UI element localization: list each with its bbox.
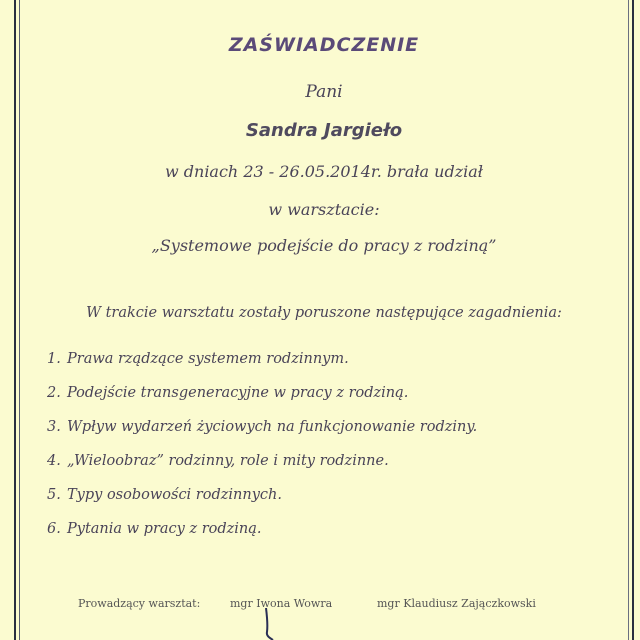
salutation: Pani [305,82,343,102]
topics-heading: W trakcie warsztatu zostały poruszone następujące zagadnienia: [86,305,562,321]
item-text: Typy osobowości rodzinnych. [67,487,282,503]
list-item [47,348,477,382]
page-border-right-inner [628,0,629,640]
item-number: 4. [47,453,61,469]
item-number: 5. [47,487,61,503]
list-item [47,484,477,518]
list-item [47,416,477,450]
item-text: Wpływ wydarzeń życiowych na funkcjonowanie rodziny. [67,419,478,435]
list-item [47,518,477,552]
signatory-1: mgr Iwona Wowra [230,597,333,610]
page-border-left [14,0,16,640]
signatory-2: mgr Klaudiusz Zajączkowski [377,597,536,610]
footer-label: Prowadzący warsztat: [78,597,201,610]
page-border-right [632,0,634,640]
item-number: 3. [47,419,61,435]
item-text: Prawa rządzące systemem rodzinnym. [67,351,349,367]
list-item [47,382,477,416]
dates-line: w dniach 23 - 26.05.2014r. brała udział [164,162,483,181]
item-text: „Wieloobraz” rodzinny, role i mity rodzinne. [67,453,389,469]
certificate-title: ZAŚWIADCZENIE [228,34,420,56]
list-item [47,450,477,484]
topics-list [47,348,477,552]
item-number: 1. [47,351,61,367]
recipient-name: Sandra Jargieło [245,120,403,141]
item-text: Podejście transgeneracyjne w pracy z rodziną. [67,385,409,401]
item-number: 6. [47,521,61,537]
certificate-page [20,0,628,640]
workshop-intro: w warsztacie: [268,200,380,219]
signature-stroke [262,608,274,640]
item-number: 2. [47,385,61,401]
workshop-title: „Systemowe podejście do pracy z rodziną” [151,236,497,255]
item-text: Pytania w pracy z rodziną. [67,521,262,537]
